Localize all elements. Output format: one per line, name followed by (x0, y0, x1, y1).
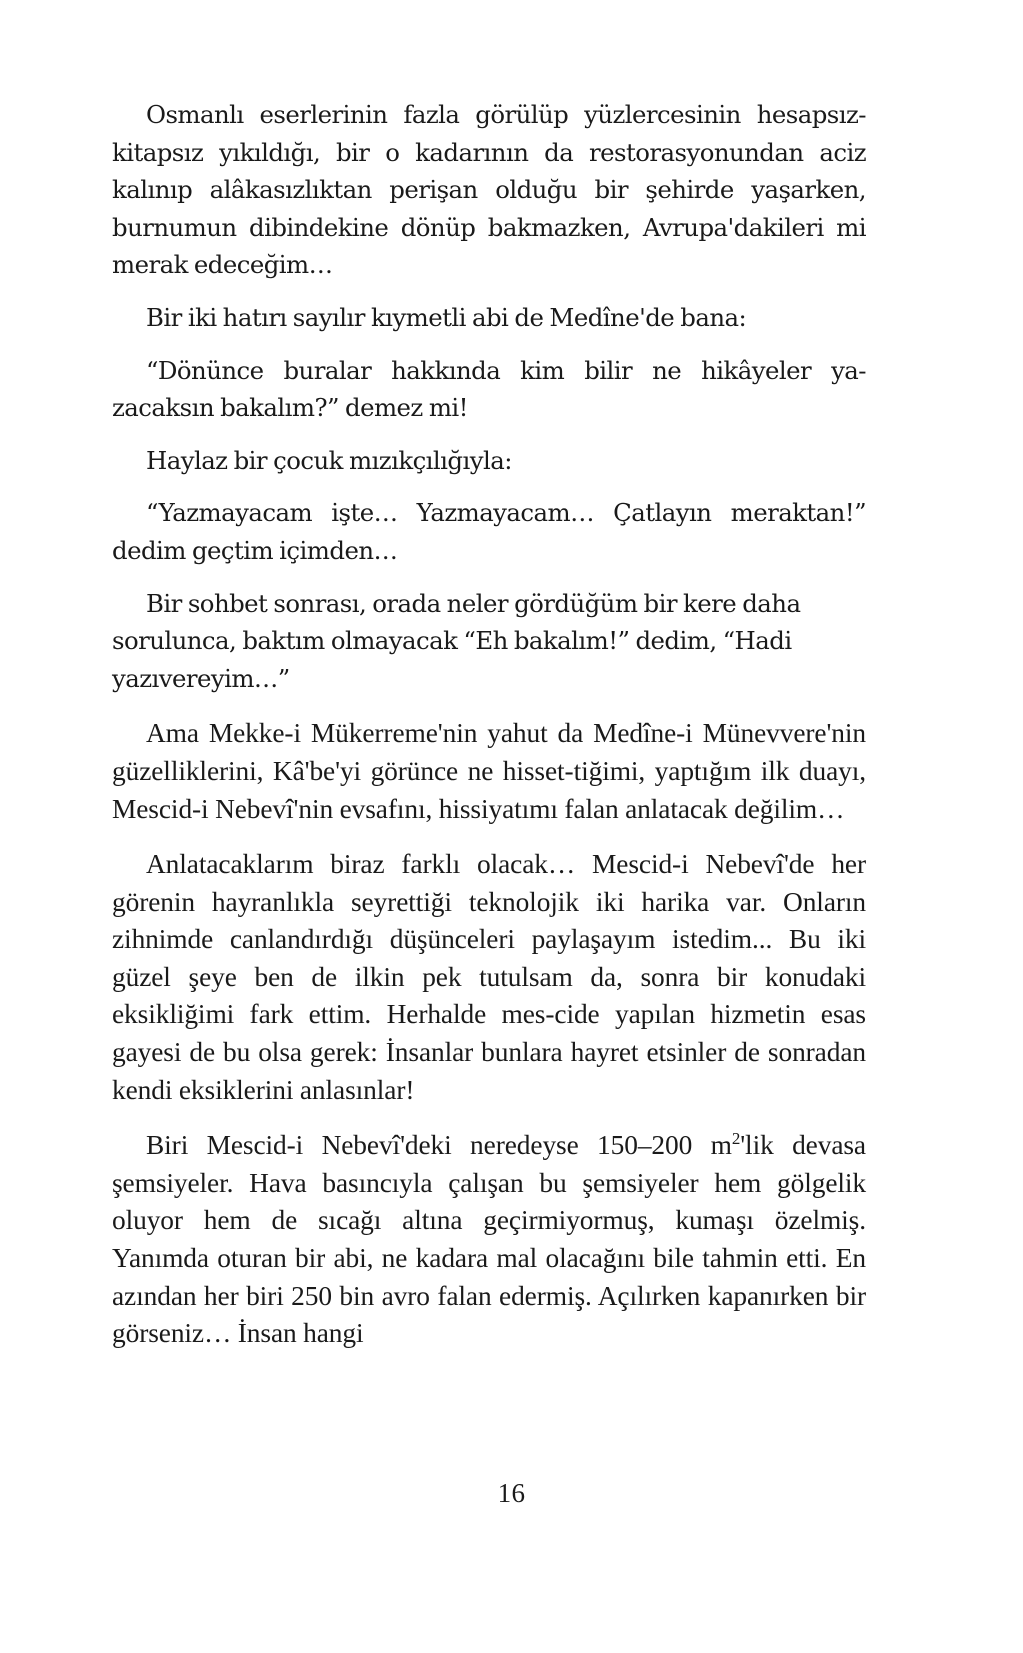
paragraph-2: Bir iki hatırı sayılır kıymetli abi de Medîne'de bana: (146, 302, 747, 332)
superscript-square: 2 (731, 1129, 741, 1149)
page-text-block (112, 96, 866, 1353)
paragraph-group-lower (112, 715, 866, 1353)
paragraph-9 (112, 1127, 866, 1353)
paragraph-5: “Yazmayacam işte… Yazmayacam… Çatlayın meraktan!” dedim geçtim içimden… (112, 498, 866, 565)
paragraph-3: “Dönünce buralar hakkında kim bilir ne hikâyeler ya-zacaksın bakalım?” demez mi! (112, 355, 866, 423)
paragraph-9-part-1: Biri Mescid-i Nebevî'deki neredeyse 150–200 m (146, 1130, 732, 1161)
paragraph-6: Bir sohbet sonrası, orada neler gördüğüm bir kere daha sorulunca, baktım olmayacak “Eh bakalım!” dedim, “Hadi yazıvereyim…” (112, 588, 801, 693)
page-number: 16 (497, 1478, 526, 1508)
paragraph-1: Osmanlı eserlerinin fazla görülüp yüzlercesinin hesapsız-kitapsız yıkıldığı, bir o kadarının da restorasyonundan aciz kalınıp alâkasızlıktan perişan olduğu bir şehirde yaşarken, burnumun dibindekine dönüp bakmazken, Avrupa'dakileri mi merak edeceğim… (112, 100, 866, 280)
paragraph-4: Haylaz bir çocuk mızıkçılığıyla: (146, 445, 512, 475)
paragraph-9-part-2: 'lik devasa şemsiyeler. Hava basıncıyla çalışan bu şemsiyeler hem gölgelik oluyor hem de sıcağı altına geçirmiyormuş, kumaşı özelmiş. Yanımda oturan bir abi, ne kadara mal olacağını bile tahmin etti. En azından her biri 250 bin avro falan edermiş. Açılırken kapanırken bir görseniz… İnsan hangi (112, 1130, 866, 1349)
paragraph-group-upper (112, 96, 866, 697)
paragraph-7: Ama Mekke-i Mükerreme'nin yahut da Medîne-i Münevvere'nin güzelliklerini, Kâ'be'yi görünce ne hisset-tiğimi, yaptığım ilk duayı, Mescid-i Nebevî'nin evsafını, hissiyatımı falan anlatacak değilim… (112, 718, 866, 824)
paragraph-8: Anlatacaklarım biraz farklı olacak… Mescid-i Nebevî'de her görenin hayranlıkla seyrettiği teknolojik iki harika var. Onların zihnimde canlandırdığı düşünceleri paylaşayım istedim... Bu iki güzel şeye ben de ilkin pek tutulsam da, sonra bir konudaki eksikliğimi fark ettim. Herhalde mes-cide yapılan hizmetin esas gayesi de bu olsa gerek: İnsanlar bunlara hayret etsinler de sonradan kendi eksiklerini anlasınlar! (112, 849, 866, 1105)
